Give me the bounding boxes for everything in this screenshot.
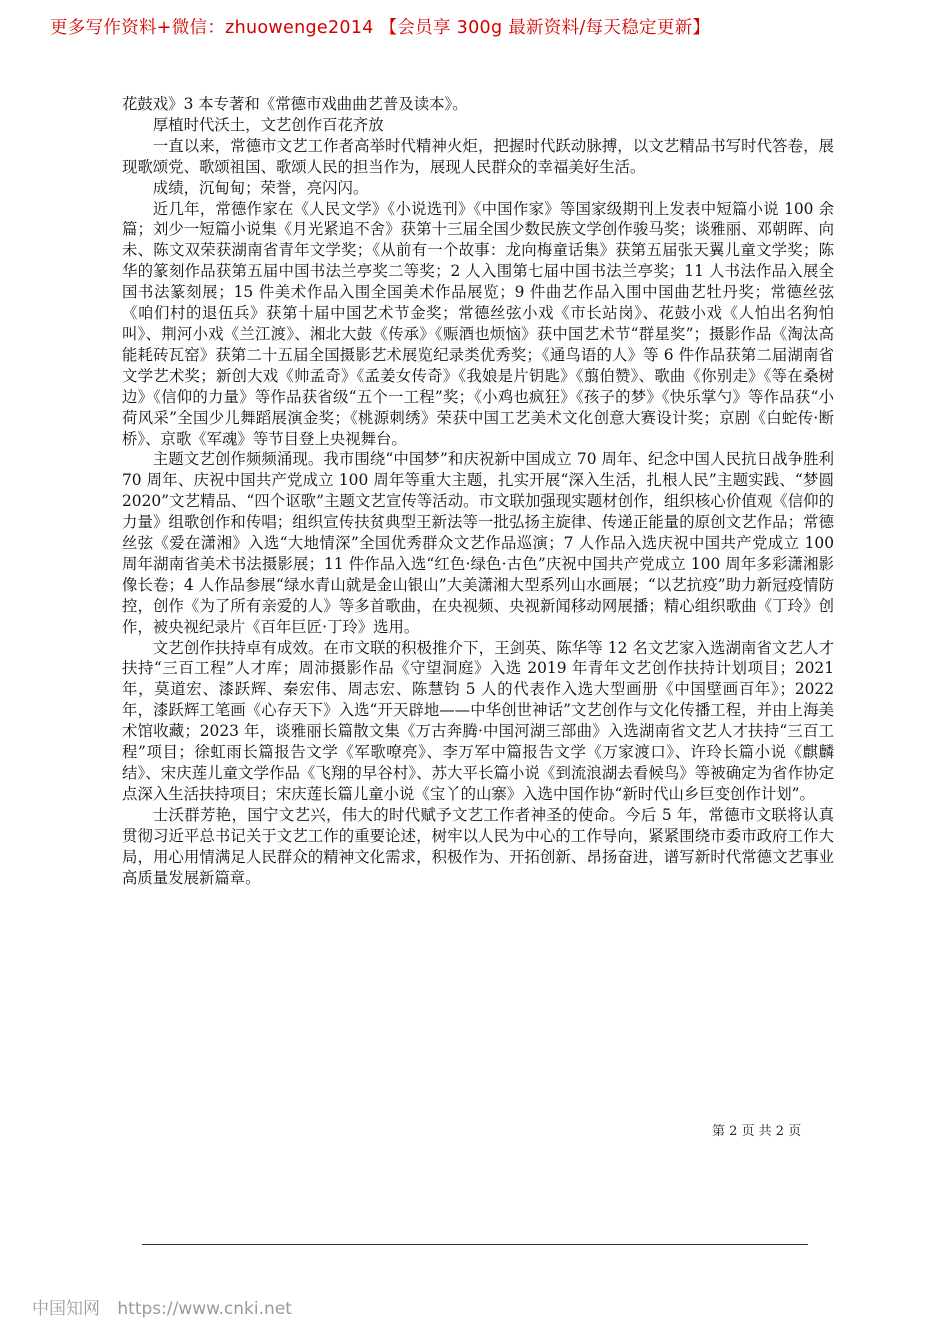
section-heading: 厚植时代沃土，文艺创作百花齐放 — [152, 115, 384, 134]
footer-divider — [142, 1244, 808, 1245]
promo-banner: 更多写作资料+微信：zhuowenge2014 【会员享 300g 最新资料/每天稳定更新】 — [50, 18, 711, 38]
paragraph: 近几年，常德作家在《人民文学》《小说选刊》《中国作家》等国家级期刊上发表中短篇小说 100 余篇；刘少一短篇小说集《月光紧追不舍》获第十三届全国少数民族文学创作骏马奖；谈雅丽、邓朝晖、向未、陈文双荣获湖南省青年文学奖；《从前有一个故事：龙向梅童话集》获第五届张天翼儿童文学奖；陈华的篆刻作品获第五届中国书法兰亭奖二等奖；2 人入围第七届中国书法兰亭奖；11 人书法作品入展全国书法篆刻展；15 件美术作品入围全国美术作品展览；9 件曲艺作品入围中国曲艺牡丹奖；常德丝弦《咱们村的退伍兵》获第十届中国艺术节金奖；常德丝弦小戏《市长站岗》、花鼓小戏《人怕出名狗怕叫》、荆河小戏《兰江渡》、湘北大鼓《传承》《赈酒也烦恼》获中国艺术节“群星奖”；摄影作品《淘汰高能耗砖瓦窑》获第二十五届全国摄影艺术展览纪录类优秀奖；《通鸟语的人》等 6 件作品获第二届湖南省文学艺术奖；新创大戏《帅孟奇》《孟姜女传奇》《我娘是片钥匙》《翦伯赞》、歌曲《你别走》《等在桑树边》《信仰的力量》等作品获省级“五个一工程”奖；《小鸡也疯狂》《孩子的梦》《快乐掌勺》等作品获“小荷风采”全国少儿舞蹈展演金奖；《桃源刺绣》荣获中国工艺美术文化创意大赛设计奖；京剧《白蛇传·断桥》、京歌《军魂》等节目登上央视舞台。 — [122, 199, 834, 448]
cnki-watermark — [32, 1294, 292, 1319]
watermark-url: https://www.cnki.net — [117, 1299, 292, 1319]
paragraph-continued: 花鼓戏》3 本专著和《常德市戏曲曲艺普及读本》。 — [122, 95, 468, 113]
paragraph: 一直以来，常德市文艺工作者高举时代精神火炬，把握时代跃动脉搏，以文艺精品书写时代答卷，展现歌颂党、歌颂祖国、歌颂人民的担当作为，展现人民群众的幸福美好生活。 — [122, 136, 834, 176]
paragraph: 文艺创作扶持卓有成效。在市文联的积极推介下，王剑英、陈华等 12 名文艺家入选湖南省文艺人才扶持“三百工程”人才库；周沛摄影作品《守望洞庭》入选 2019 年青年文艺创作扶持计划项目；2021 年，莫道宏、漆跃辉、秦宏伟、周志宏、陈慧钧 5 人的代表作入选大型画册《中国壁画百年》；2022 年，漆跃辉工笔画《心存天下》入选“开天辟地——中华创世神话”文艺创作与文化传播工程，并由上海美术馆收藏；2023 年，谈雅丽长篇散文集《万古奔腾·中国河湖三部曲》入选湖南省文艺人才扶持“三百工程”项目；徐虹雨长篇报告文学《军歌嘹亮》、李万军中篇报告文学《万家渡口》、许玲长篇小说《麒麟结》、宋庆莲儿童文学作品《飞翔的早谷村》、苏大平长篇小说《到流浪湖去看候鸟》等被确定为省作协定点深入生活扶持项目；宋庆莲长篇儿童小说《宝丫的山寨》入选中国作协“新时代山乡巨变创作计划”。 — [122, 638, 834, 803]
article-body — [122, 94, 834, 888]
paragraph: 主题文艺创作频频涌现。我市围绕“中国梦”和庆祝新中国成立 70 周年、纪念中国人民抗日战争胜利 70 周年、庆祝中国共产党成立 100 周年等重大主题，扎实开展“深入生活，扎根人民”主题实践、“梦圆 2020”文艺精品、“四个讴歌”主题文艺宣传等活动。市文联加强现实题材创作，组织核心价值观《信仰的力量》组歌创作和传唱；组织宣传扶贫典型王新法等一批弘扬主旋律、传递正能量的原创文艺作品；常德丝弦《爱在潇湘》入选“大地情深”全国优秀群众文艺作品巡演；7 人作品入选庆祝中国共产党成立 100 周年湖南省美术书法摄影展；11 件作品入选“红色·绿色·古色”庆祝中国共产党成立 100 周年多彩潇湘影像长卷；4 人作品参展“绿水青山就是金山银山”大美潇湘大型系列山水画展；“以艺抗疫”助力新冠疫情防控，创作《为了所有亲爱的人》等多首歌曲，在央视频、央视新闻移动网展播；精心组织歌曲《丁玲》创作，被央视纪录片《百年巨匠·丁玲》选用。 — [122, 450, 834, 636]
paragraph: 士沃群芳艳，国宁文艺兴，伟大的时代赋予文艺工作者神圣的使命。今后 5 年，常德市文联将认真贯彻习近平总书记关于文艺工作的重要论述，树牢以人民为中心的工作导向，紧紧围绕市委市政府工作大局，用心用情满足人民群众的精神文化需求，积极作为、开拓创新、昂扬奋进，谱写新时代常德文艺事业高质量发展新篇章。 — [122, 805, 834, 887]
page-number: 第 2 页 共 2 页 — [712, 1124, 802, 1139]
paragraph: 成绩，沉甸甸；荣誉，亮闪闪。 — [152, 178, 369, 197]
watermark-brand: 中国知网 — [32, 1299, 100, 1319]
